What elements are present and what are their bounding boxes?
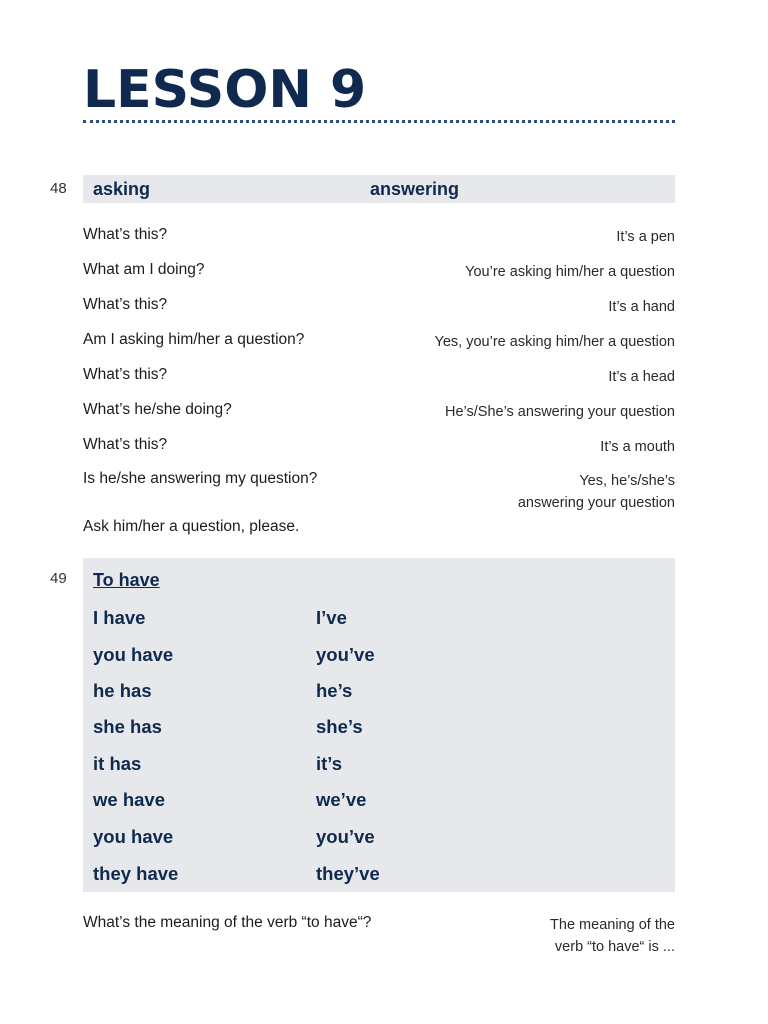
full-form: she has <box>93 716 162 737</box>
question-text: What’s this? <box>83 226 168 243</box>
verb-title: To have <box>93 570 160 590</box>
page-title: LESSON 9 <box>83 60 367 120</box>
answer-text: It’s a pen <box>616 229 675 245</box>
question-text: Am I asking him/her a question? <box>83 331 305 348</box>
answer-text: It’s a hand <box>608 299 675 315</box>
full-form: I have <box>93 607 146 628</box>
short-form: we’ve <box>316 789 367 810</box>
instruction-text: Ask him/her a question, please. <box>83 518 300 535</box>
short-form: he’s <box>316 680 353 701</box>
full-form: he has <box>93 680 152 701</box>
full-form: they have <box>93 863 179 884</box>
short-form: you’ve <box>316 826 375 847</box>
verb-conjugation-box <box>83 558 675 892</box>
meaning-answer <box>550 914 675 958</box>
question-text: What’s this? <box>83 366 168 383</box>
answer-text: He’s/She’s answering your question <box>445 404 675 420</box>
title-divider <box>83 120 675 123</box>
answer-text <box>518 470 675 514</box>
full-form: we have <box>93 789 165 810</box>
full-form: you have <box>93 826 174 847</box>
full-form: you have <box>93 644 174 665</box>
question-text: Is he/she answering my question? <box>83 470 318 487</box>
short-form: they’ve <box>316 863 380 884</box>
asking-answering-header <box>83 175 675 203</box>
answer-line-2: answering your question <box>517 495 675 511</box>
question-text: What’s this? <box>83 436 168 453</box>
short-form: it’s <box>316 753 343 774</box>
answer-text: Yes, you’re asking him/her a question <box>434 334 675 350</box>
question-text: What am I doing? <box>83 261 205 278</box>
full-form: it has <box>93 753 142 774</box>
header-answering: answering <box>370 179 460 199</box>
question-text: What’s this? <box>83 296 168 313</box>
answer-text: You’re asking him/her a question <box>465 264 675 280</box>
meaning-answer-line-1: The meaning of the <box>550 917 675 933</box>
short-form: you’ve <box>316 644 375 665</box>
short-form: she’s <box>316 716 363 737</box>
short-form: I’ve <box>316 607 347 628</box>
section-number-49: 49 <box>50 570 67 587</box>
section-number-48: 48 <box>50 180 67 197</box>
meaning-answer-line-2: verb “to have“ is ... <box>554 939 675 955</box>
meaning-question: What’s the meaning of the verb “to have“? <box>83 914 372 931</box>
header-asking: asking <box>93 179 151 199</box>
answer-line-1: Yes, he’s/she’s <box>579 473 675 489</box>
answer-text: It’s a mouth <box>600 439 675 455</box>
answer-text: It’s a head <box>608 369 675 385</box>
question-text: What’s he/she doing? <box>83 401 232 418</box>
